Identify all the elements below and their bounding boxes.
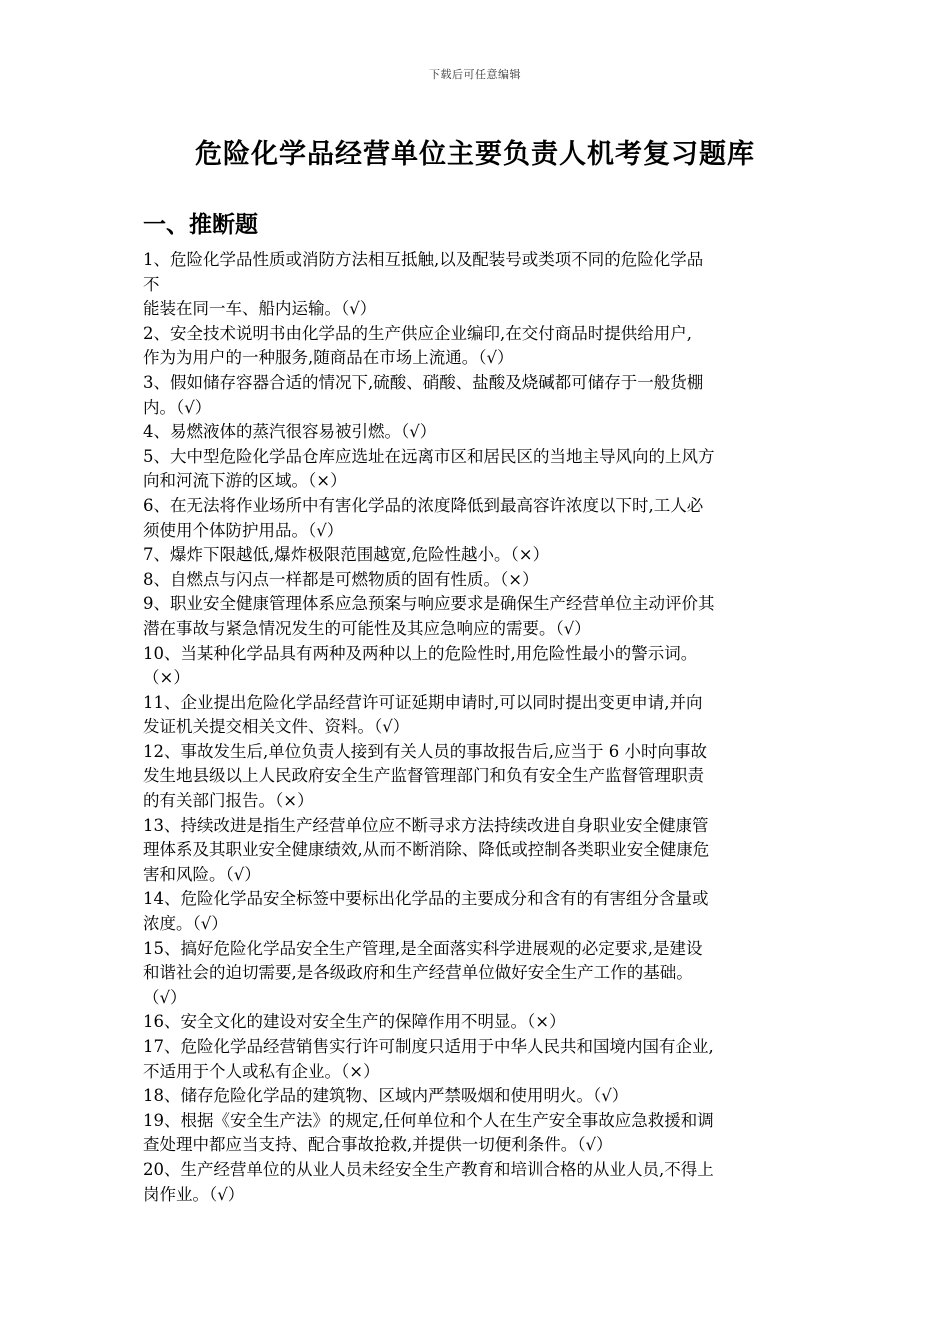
question-line: 1、危险化学品性质或消防方法相互抵触,以及配装号或类项不同的危险化学品: [143, 250, 704, 269]
question-line: 10、当某种化学品具有两种及两种以上的危险性时,用危险性最小的警示词。: [143, 643, 698, 663]
question-line: 和谐社会的迫切需要,是各级政府和生产经营单位做好安全生产工作的基础。: [143, 963, 693, 983]
question-line: 3、假如储存容器合适的情况下,硫酸、硝酸、盐酸及烧碱都可储存于一般货棚: [143, 372, 704, 392]
question-line: 11、企业提出危险化学品经营许可证延期申请时,可以同时提出变更申请,并向: [143, 692, 703, 712]
question-line: 害和风险。（√）: [143, 864, 261, 884]
question-line: 4、易燃液体的蒸汽很容易被引燃。（√）: [143, 422, 437, 442]
question-line: 向和河流下游的区域。（×）: [143, 471, 347, 491]
question-line: 潜在事故与紧急情况发生的可能性及其应急响应的需要。（√）: [143, 618, 591, 638]
question-line: 15、搞好危险化学品安全生产管理,是全面落实科学进展观的必定要求,是建设: [143, 938, 703, 958]
question-line: 6、在无法将作业场所中有害化学品的浓度降低到最高容许浓度以下时,工人必: [143, 495, 704, 515]
question-line: 12、事故发生后,单位负责人接到有关人员的事故报告后,应当于 6 小时向事故: [143, 741, 707, 761]
question-line: 14、危险化学品安全标签中要标出化学品的主要成分和含有的有害组分含量或: [143, 889, 709, 909]
question-line: 发生地县级以上人民政府安全生产监督管理部门和负有安全生产监督管理职责: [143, 766, 704, 786]
question-line: 的有关部门报告。（×）: [143, 791, 314, 811]
question-line: 18、储存危险化学品的建筑物、区域内严禁吸烟和使用明火。（√）: [143, 1086, 629, 1106]
question-line: 2、安全技术说明书由化学品的生产供应企业编印,在交付商品时提供给用户,: [143, 323, 692, 343]
section-heading: 一、推断题: [143, 212, 258, 238]
question-line: 浓度。（√）: [143, 914, 228, 934]
question-line: 发证机关提交相关文件、资料。（√）: [143, 717, 410, 737]
question-line: （√）: [143, 987, 187, 1007]
question-line: 20、生产经营单位的从业人员未经安全生产教育和培训合格的从业人员,不得上: [143, 1159, 714, 1179]
question-line: 不: [143, 274, 160, 294]
question-line: 13、持续改进是指生产经营单位应不断寻求方法持续改进自身职业安全健康管: [143, 815, 709, 835]
question-line: 理体系及其职业安全健康绩效,从而不断消除、降低或控制各类职业安全健康危: [143, 840, 710, 860]
question-line: 作为为用户的一种服务,随商品在市场上流通。（√）: [143, 348, 514, 368]
question-line: 查处理中都应当支持、配合事故抢救,并提供一切便利条件。（√）: [143, 1135, 613, 1155]
question-line: 能装在同一车、船内运输。（√）: [143, 299, 377, 319]
question-line: 岗作业。（√）: [143, 1184, 245, 1204]
document-title: 危险化学品经营单位主要负责人机考复习题库: [195, 139, 755, 170]
question-line: 9、职业安全健康管理体系应急预案与响应要求是确保生产经营单位主动评价其: [143, 594, 715, 614]
question-line: 16、安全文化的建设对安全生产的保障作用不明显。（×）: [143, 1012, 566, 1032]
header-note: 下载后可任意编辑: [429, 68, 521, 81]
question-line: （×）: [143, 668, 190, 688]
question-line: 5、大中型危险化学品仓库应选址在远离市区和居民区的当地主导风向的上风方: [143, 446, 715, 466]
question-line: 内。（√）: [143, 397, 212, 417]
question-line: 7、爆炸下限越低,爆炸极限范围越宽,危险性越小。（×）: [143, 545, 550, 565]
question-line: 8、自燃点与闪点一样都是可燃物质的固有性质。（×）: [143, 569, 539, 589]
question-line: 17、危险化学品经营销售实行许可制度只适用于中华人民共和国境内国有企业,: [143, 1037, 714, 1056]
question-line: 不适用于个人或私有企业。（×）: [143, 1061, 380, 1081]
question-line: 19、根据《安全生产法》的规定,任何单位和个人在生产安全事故应急救援和调: [143, 1110, 714, 1130]
question-line: 须使用个体防护用品。（√）: [143, 520, 344, 540]
question-list: [143, 248, 807, 1207]
